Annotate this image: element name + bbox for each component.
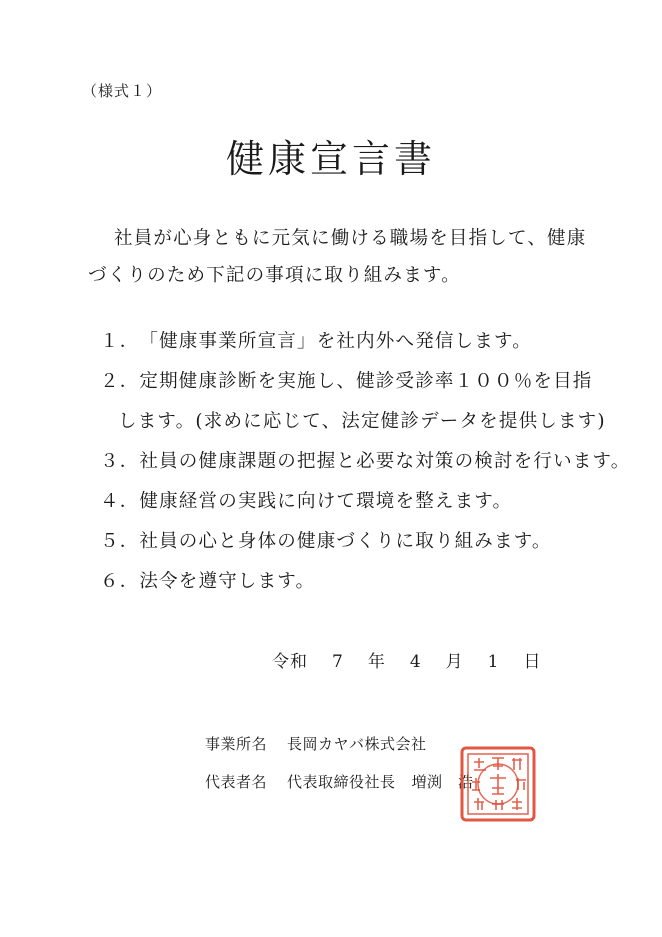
list-item — [100, 362, 600, 402]
date-year: 7 — [332, 652, 344, 672]
date-year-unit: 年 — [367, 652, 386, 672]
intro-paragraph — [88, 220, 588, 294]
representative-line — [205, 771, 474, 792]
company-name: 長岡カヤバ株式会社 — [287, 735, 427, 753]
item-text: 定期健康診断を実施し、健診受診率１００％を目指 — [139, 371, 593, 392]
date-month: 4 — [409, 652, 422, 672]
date-month-unit: 月 — [445, 652, 464, 672]
list-item — [100, 442, 631, 482]
item-number: １． — [100, 331, 140, 352]
item-text: します。(求めに応じて、法定健診データを提供します) — [118, 411, 606, 432]
document-title: 健康宣言書 — [225, 137, 436, 181]
date-day-unit: 日 — [523, 652, 542, 672]
intro-line-2: づくりのため下記の事項に取り組みます。 — [88, 265, 461, 286]
declaration-date — [272, 647, 541, 672]
representative-label: 代表者名 — [205, 773, 268, 791]
representative-title: 代表取締役社長 — [287, 773, 396, 791]
item-text: 健康経営の実践に向けて環境を整えます。 — [139, 491, 513, 512]
intro-line-1: 社員が心身ともに元気に働ける職場を目指して、健康 — [114, 228, 587, 249]
declaration-items — [100, 322, 631, 602]
company-label: 事業所名 — [205, 735, 268, 753]
item-text: 社員の心と身体の健康づくりに取り組みます。 — [139, 531, 552, 552]
list-item — [100, 322, 600, 362]
item-number: ２． — [100, 371, 140, 392]
item-text: 社員の健康課題の把握と必要な対策の検討を行います。 — [139, 451, 631, 472]
item-text: 「健康事業所宣言」を社内外へ発信します。 — [139, 331, 532, 352]
list-item — [100, 562, 600, 602]
item-number: ５． — [100, 531, 140, 552]
item-number: ３． — [100, 451, 140, 472]
list-item — [100, 522, 600, 562]
list-item — [100, 482, 600, 522]
item-number: ４． — [100, 491, 140, 512]
item-text: 法令を遵守します。 — [139, 571, 316, 592]
date-day: 1 — [487, 652, 500, 672]
list-item-continuation — [100, 402, 606, 442]
company-seal-stamp — [456, 742, 540, 826]
company-line — [205, 733, 427, 754]
date-era: 令和 — [272, 652, 308, 672]
item-number: ６． — [100, 571, 140, 592]
representative-name: 増渕 浩 — [411, 773, 474, 791]
form-number: （様式１） — [82, 82, 163, 100]
